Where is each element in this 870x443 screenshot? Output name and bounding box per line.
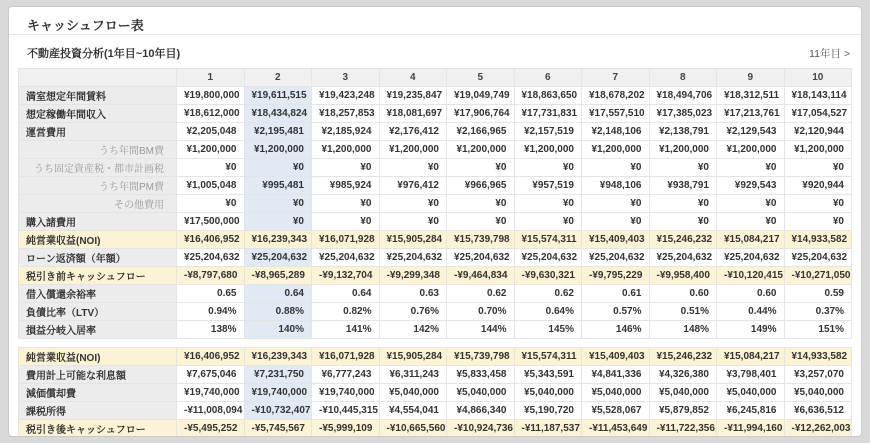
- value-cell: -¥10,732,407: [244, 402, 312, 420]
- value-cell: ¥7,675,046: [177, 366, 245, 384]
- value-cell: ¥19,423,248: [312, 87, 380, 105]
- value-cell: ¥15,905,284: [379, 348, 447, 366]
- value-cell: ¥0: [717, 213, 785, 231]
- value-cell: -¥10,665,560: [379, 420, 447, 438]
- value-cell: ¥17,385,023: [649, 105, 717, 123]
- value-cell: ¥0: [649, 195, 717, 213]
- value-cell: ¥15,739,798: [447, 231, 515, 249]
- value-cell: ¥5,040,000: [582, 384, 650, 402]
- value-cell: ¥938,791: [649, 177, 717, 195]
- header-row: [19, 69, 852, 87]
- value-cell: ¥17,213,761: [717, 105, 785, 123]
- value-cell: ¥17,054,527: [784, 105, 852, 123]
- value-cell: ¥995,481: [244, 177, 312, 195]
- row-label: 税引き前キャッシュフロー: [19, 267, 177, 285]
- row-label: 借入償還余裕率: [19, 285, 177, 303]
- value-cell: 0.62: [514, 285, 582, 303]
- value-cell: ¥18,612,000: [177, 105, 245, 123]
- card-content: [9, 35, 861, 437]
- value-cell: -¥10,924,736: [447, 420, 515, 438]
- value-cell: 0.64: [312, 285, 380, 303]
- value-cell: -¥5,745,567: [244, 420, 312, 438]
- value-cell: 0.59: [784, 285, 852, 303]
- value-cell: ¥948,106: [582, 177, 650, 195]
- year-column-header: 10: [784, 69, 852, 87]
- row-label: 課税所得: [19, 402, 177, 420]
- value-cell: -¥10,445,315: [312, 402, 380, 420]
- value-cell: ¥2,185,924: [312, 123, 380, 141]
- value-cell: ¥6,636,512: [784, 402, 852, 420]
- value-cell: ¥0: [717, 159, 785, 177]
- page-title: キャッシュフロー表: [27, 18, 144, 33]
- value-cell: 140%: [244, 321, 312, 339]
- value-cell: ¥19,740,000: [177, 384, 245, 402]
- value-cell: 148%: [649, 321, 717, 339]
- table-row: [19, 321, 852, 339]
- table-row: [19, 159, 852, 177]
- value-cell: ¥929,543: [717, 177, 785, 195]
- value-cell: ¥5,040,000: [514, 384, 582, 402]
- value-cell: ¥18,434,824: [244, 105, 312, 123]
- value-cell: ¥1,200,000: [379, 141, 447, 159]
- value-cell: ¥5,528,067: [582, 402, 650, 420]
- year-column-header: 6: [514, 69, 582, 87]
- value-cell: 0.76%: [379, 303, 447, 321]
- value-cell: -¥9,299,348: [379, 267, 447, 285]
- value-cell: ¥5,040,000: [649, 384, 717, 402]
- value-cell: -¥5,999,109: [312, 420, 380, 438]
- row-label: うち年間BM費: [19, 141, 177, 159]
- table-row: [19, 249, 852, 267]
- value-cell: ¥4,841,336: [582, 366, 650, 384]
- cashflow-table-tax: [18, 347, 852, 437]
- table-row: [19, 303, 852, 321]
- row-label: うち固定資産税・都市計画税: [19, 159, 177, 177]
- table-row: [19, 105, 852, 123]
- value-cell: ¥1,005,048: [177, 177, 245, 195]
- value-cell: ¥0: [244, 213, 312, 231]
- table-row: [19, 123, 852, 141]
- value-cell: ¥0: [514, 213, 582, 231]
- value-cell: 0.82%: [312, 303, 380, 321]
- value-cell: ¥14,933,582: [784, 348, 852, 366]
- value-cell: ¥17,731,831: [514, 105, 582, 123]
- value-cell: ¥25,204,632: [379, 249, 447, 267]
- value-cell: ¥25,204,632: [784, 249, 852, 267]
- value-cell: ¥25,204,632: [717, 249, 785, 267]
- value-cell: ¥19,235,847: [379, 87, 447, 105]
- value-cell: ¥25,204,632: [312, 249, 380, 267]
- value-cell: ¥2,157,519: [514, 123, 582, 141]
- subtitle-row: [18, 43, 852, 68]
- value-cell: ¥2,195,481: [244, 123, 312, 141]
- value-cell: ¥1,200,000: [312, 141, 380, 159]
- value-cell: 146%: [582, 321, 650, 339]
- value-cell: ¥2,205,048: [177, 123, 245, 141]
- value-cell: ¥0: [582, 213, 650, 231]
- value-cell: ¥4,866,340: [447, 402, 515, 420]
- value-cell: ¥18,312,511: [717, 87, 785, 105]
- value-cell: ¥2,148,106: [582, 123, 650, 141]
- value-cell: ¥6,777,243: [312, 366, 380, 384]
- value-cell: 0.60: [649, 285, 717, 303]
- value-cell: ¥0: [447, 159, 515, 177]
- value-cell: ¥1,200,000: [244, 141, 312, 159]
- value-cell: ¥18,863,650: [514, 87, 582, 105]
- value-cell: ¥19,740,000: [244, 384, 312, 402]
- value-cell: ¥0: [717, 195, 785, 213]
- value-cell: 0.64: [244, 285, 312, 303]
- year-column-header: 2: [244, 69, 312, 87]
- value-cell: ¥0: [177, 159, 245, 177]
- card-header: [9, 7, 861, 35]
- value-cell: ¥15,084,217: [717, 348, 785, 366]
- value-cell: ¥1,200,000: [649, 141, 717, 159]
- value-cell: 138%: [177, 321, 245, 339]
- value-cell: 151%: [784, 321, 852, 339]
- value-cell: ¥15,574,311: [514, 348, 582, 366]
- value-cell: 0.70%: [447, 303, 515, 321]
- table-row: [19, 348, 852, 366]
- value-cell: -¥8,965,289: [244, 267, 312, 285]
- row-label: 費用計上可能な利息額: [19, 366, 177, 384]
- value-cell: ¥0: [244, 195, 312, 213]
- value-cell: 0.37%: [784, 303, 852, 321]
- value-cell: ¥5,040,000: [379, 384, 447, 402]
- value-cell: ¥0: [514, 195, 582, 213]
- value-cell: ¥6,245,816: [717, 402, 785, 420]
- row-label: 税引き後キャッシュフロー: [19, 420, 177, 438]
- value-cell: ¥0: [379, 213, 447, 231]
- value-cell: ¥15,409,403: [582, 231, 650, 249]
- value-cell: 0.64%: [514, 303, 582, 321]
- value-cell: ¥5,040,000: [447, 384, 515, 402]
- value-cell: ¥16,071,928: [312, 348, 380, 366]
- value-cell: ¥3,257,070: [784, 366, 852, 384]
- value-cell: ¥0: [447, 195, 515, 213]
- value-cell: ¥15,905,284: [379, 231, 447, 249]
- cashflow-card: [8, 6, 862, 437]
- value-cell: -¥11,722,356: [649, 420, 717, 438]
- header-label-cell: [19, 69, 177, 87]
- row-label: 運営費用: [19, 123, 177, 141]
- value-cell: 0.62: [447, 285, 515, 303]
- value-cell: ¥0: [447, 213, 515, 231]
- value-cell: ¥0: [312, 213, 380, 231]
- year-column-header: 3: [312, 69, 380, 87]
- value-cell: ¥0: [312, 159, 380, 177]
- row-label: その他費用: [19, 195, 177, 213]
- value-cell: ¥25,204,632: [649, 249, 717, 267]
- section-gap: [18, 339, 852, 347]
- value-cell: ¥2,129,543: [717, 123, 785, 141]
- value-cell: -¥11,187,537: [514, 420, 582, 438]
- table-row: [19, 420, 852, 438]
- value-cell: 141%: [312, 321, 380, 339]
- value-cell: 0.57%: [582, 303, 650, 321]
- value-cell: 0.51%: [649, 303, 717, 321]
- value-cell: ¥2,138,791: [649, 123, 717, 141]
- value-cell: ¥1,200,000: [177, 141, 245, 159]
- value-cell: -¥10,120,415: [717, 267, 785, 285]
- value-cell: ¥25,204,632: [447, 249, 515, 267]
- value-cell: ¥15,246,232: [649, 231, 717, 249]
- value-cell: ¥0: [514, 159, 582, 177]
- value-cell: ¥0: [582, 159, 650, 177]
- value-cell: 0.44%: [717, 303, 785, 321]
- row-label: 満室想定年間賃料: [19, 87, 177, 105]
- cashflow-table-main: [18, 68, 852, 339]
- value-cell: -¥9,795,229: [582, 267, 650, 285]
- value-cell: ¥957,519: [514, 177, 582, 195]
- value-cell: 149%: [717, 321, 785, 339]
- row-label: 想定稼働年間収入: [19, 105, 177, 123]
- next-period-link[interactable]: 11年目 >: [809, 47, 850, 60]
- value-cell: 0.88%: [244, 303, 312, 321]
- row-label: うち年間PM費: [19, 177, 177, 195]
- value-cell: ¥15,246,232: [649, 348, 717, 366]
- value-cell: ¥18,143,114: [784, 87, 852, 105]
- value-cell: ¥0: [649, 159, 717, 177]
- table-row: [19, 87, 852, 105]
- value-cell: ¥2,166,965: [447, 123, 515, 141]
- value-cell: ¥0: [784, 213, 852, 231]
- value-cell: -¥5,495,252: [177, 420, 245, 438]
- value-cell: ¥15,574,311: [514, 231, 582, 249]
- value-cell: 144%: [447, 321, 515, 339]
- table-row: [19, 285, 852, 303]
- value-cell: ¥0: [177, 195, 245, 213]
- year-column-header: 9: [717, 69, 785, 87]
- value-cell: ¥18,678,202: [582, 87, 650, 105]
- row-label: 損益分岐入居率: [19, 321, 177, 339]
- row-label: 純営業収益(NOI): [19, 348, 177, 366]
- row-label: 減価償却費: [19, 384, 177, 402]
- table-row: [19, 195, 852, 213]
- value-cell: ¥3,798,401: [717, 366, 785, 384]
- value-cell: ¥920,944: [784, 177, 852, 195]
- value-cell: ¥1,200,000: [717, 141, 785, 159]
- value-cell: ¥19,800,000: [177, 87, 245, 105]
- value-cell: ¥15,084,217: [717, 231, 785, 249]
- value-cell: ¥1,200,000: [514, 141, 582, 159]
- analysis-subtitle: 不動産投資分析(1年目~10年目): [27, 48, 181, 60]
- row-label: 純営業収益(NOI): [19, 231, 177, 249]
- value-cell: ¥7,231,750: [244, 366, 312, 384]
- year-column-header: 1: [177, 69, 245, 87]
- value-cell: 142%: [379, 321, 447, 339]
- value-cell: ¥17,557,510: [582, 105, 650, 123]
- value-cell: ¥14,933,582: [784, 231, 852, 249]
- value-cell: ¥18,257,853: [312, 105, 380, 123]
- row-label: ローン返済額（年額）: [19, 249, 177, 267]
- value-cell: -¥11,008,094: [177, 402, 245, 420]
- cashflow-table-container: [18, 68, 852, 437]
- value-cell: ¥25,204,632: [177, 249, 245, 267]
- value-cell: 0.65: [177, 285, 245, 303]
- row-label: 負債比率（LTV）: [19, 303, 177, 321]
- table-row: [19, 267, 852, 285]
- value-cell: ¥16,406,952: [177, 231, 245, 249]
- value-cell: -¥8,797,680: [177, 267, 245, 285]
- value-cell: ¥0: [784, 195, 852, 213]
- value-cell: 0.61: [582, 285, 650, 303]
- value-cell: 145%: [514, 321, 582, 339]
- value-cell: ¥1,200,000: [447, 141, 515, 159]
- value-cell: ¥966,965: [447, 177, 515, 195]
- table-row: [19, 366, 852, 384]
- value-cell: ¥1,200,000: [582, 141, 650, 159]
- value-cell: 0.63: [379, 285, 447, 303]
- value-cell: -¥11,994,160: [717, 420, 785, 438]
- value-cell: ¥4,326,380: [649, 366, 717, 384]
- value-cell: -¥11,453,649: [582, 420, 650, 438]
- table-row: [19, 402, 852, 420]
- value-cell: ¥25,204,632: [582, 249, 650, 267]
- value-cell: ¥0: [784, 159, 852, 177]
- value-cell: ¥18,081,697: [379, 105, 447, 123]
- value-cell: ¥0: [312, 195, 380, 213]
- value-cell: -¥9,464,834: [447, 267, 515, 285]
- table-row: [19, 384, 852, 402]
- year-column-header: 4: [379, 69, 447, 87]
- value-cell: ¥15,409,403: [582, 348, 650, 366]
- value-cell: ¥16,239,343: [244, 231, 312, 249]
- value-cell: ¥0: [379, 159, 447, 177]
- value-cell: ¥2,176,412: [379, 123, 447, 141]
- value-cell: ¥16,406,952: [177, 348, 245, 366]
- value-cell: -¥9,630,321: [514, 267, 582, 285]
- value-cell: ¥985,924: [312, 177, 380, 195]
- value-cell: ¥19,611,515: [244, 87, 312, 105]
- value-cell: 0.94%: [177, 303, 245, 321]
- value-cell: -¥9,958,400: [649, 267, 717, 285]
- value-cell: ¥16,071,928: [312, 231, 380, 249]
- value-cell: ¥5,040,000: [717, 384, 785, 402]
- value-cell: ¥25,204,632: [244, 249, 312, 267]
- value-cell: ¥5,040,000: [784, 384, 852, 402]
- value-cell: ¥15,739,798: [447, 348, 515, 366]
- value-cell: ¥19,740,000: [312, 384, 380, 402]
- value-cell: ¥16,239,343: [244, 348, 312, 366]
- value-cell: ¥4,554,041: [379, 402, 447, 420]
- table-row: [19, 231, 852, 249]
- table-row: [19, 141, 852, 159]
- value-cell: ¥0: [649, 213, 717, 231]
- value-cell: 0.60: [717, 285, 785, 303]
- value-cell: ¥2,120,944: [784, 123, 852, 141]
- value-cell: -¥9,132,704: [312, 267, 380, 285]
- value-cell: ¥5,343,591: [514, 366, 582, 384]
- value-cell: -¥12,262,003: [784, 420, 852, 438]
- table-row: [19, 177, 852, 195]
- table-row: [19, 213, 852, 231]
- value-cell: ¥25,204,632: [514, 249, 582, 267]
- value-cell: ¥5,190,720: [514, 402, 582, 420]
- value-cell: ¥0: [582, 195, 650, 213]
- value-cell: ¥5,879,852: [649, 402, 717, 420]
- value-cell: ¥17,906,764: [447, 105, 515, 123]
- year-column-header: 8: [649, 69, 717, 87]
- year-column-header: 5: [447, 69, 515, 87]
- row-label: 購入諸費用: [19, 213, 177, 231]
- value-cell: ¥976,412: [379, 177, 447, 195]
- value-cell: ¥0: [244, 159, 312, 177]
- value-cell: ¥19,049,749: [447, 87, 515, 105]
- value-cell: ¥17,500,000: [177, 213, 245, 231]
- value-cell: ¥1,200,000: [784, 141, 852, 159]
- year-column-header: 7: [582, 69, 650, 87]
- value-cell: ¥6,311,243: [379, 366, 447, 384]
- value-cell: ¥0: [379, 195, 447, 213]
- value-cell: ¥18,494,706: [649, 87, 717, 105]
- value-cell: -¥10,271,050: [784, 267, 852, 285]
- value-cell: ¥5,833,458: [447, 366, 515, 384]
